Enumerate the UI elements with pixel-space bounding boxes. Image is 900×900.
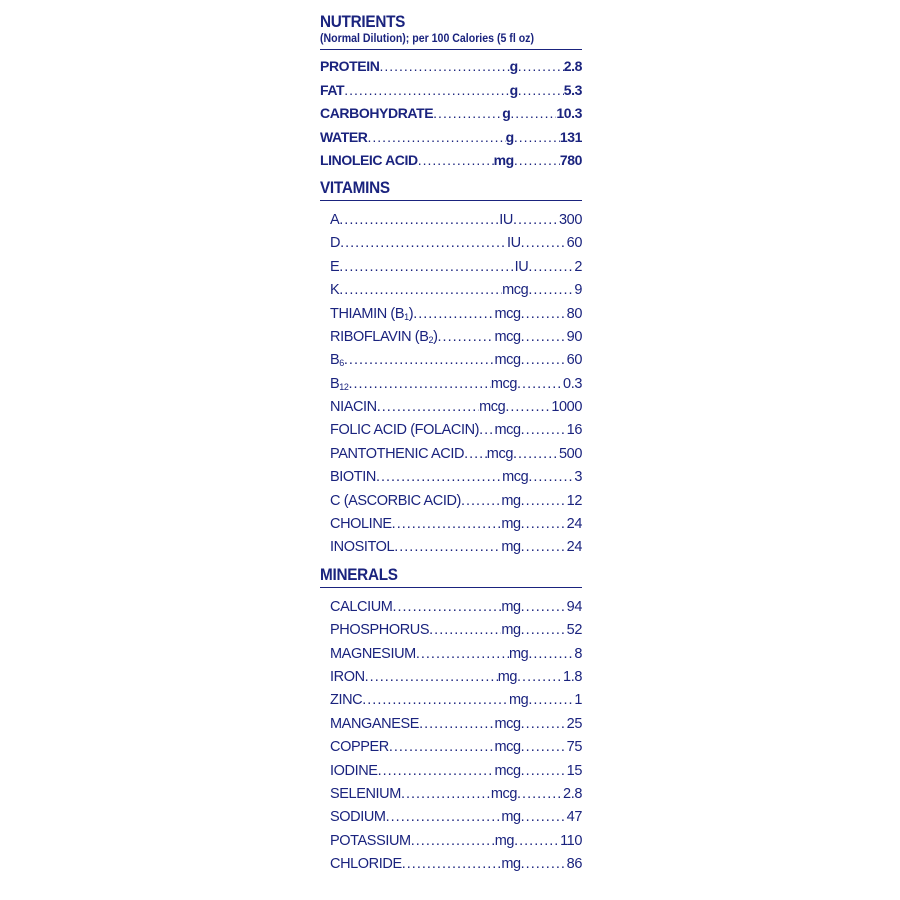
vitamins-row bbox=[320, 326, 582, 349]
nutrient-name: B bbox=[330, 375, 340, 392]
nutrient-name-end: ) bbox=[433, 328, 438, 345]
nutrient-name: CALCIUM bbox=[330, 598, 393, 615]
dot-leader bbox=[517, 666, 563, 689]
dot-leader bbox=[521, 326, 567, 349]
vitamins-row bbox=[320, 349, 582, 372]
nutrient-name: NIACIN bbox=[330, 399, 377, 416]
nutrient-value: 2.8 bbox=[563, 58, 582, 74]
nutrient-value: 94 bbox=[566, 598, 582, 615]
minerals-row bbox=[320, 806, 582, 829]
vitamins-row bbox=[320, 466, 582, 489]
nutrient-label bbox=[330, 643, 416, 666]
dot-leader bbox=[505, 396, 551, 419]
dot-leader bbox=[528, 643, 574, 666]
nutrient-unit: mg bbox=[501, 856, 521, 873]
dot-leader bbox=[521, 736, 567, 759]
nutrient-value: 780 bbox=[559, 152, 582, 169]
minerals-row bbox=[320, 666, 582, 689]
nutrient-value: 1.8 bbox=[563, 669, 582, 685]
nutrient-name: BIOTIN bbox=[330, 469, 376, 486]
dot-leader bbox=[340, 232, 507, 255]
dot-leader bbox=[339, 256, 514, 279]
dot-leader bbox=[389, 736, 495, 759]
dot-leader bbox=[379, 55, 509, 79]
nutrient-value: 0.3 bbox=[563, 375, 582, 392]
nutrient-unit: mcg bbox=[494, 328, 521, 345]
nutrient-name: FOLIC ACID (FOLACIN) bbox=[330, 422, 480, 439]
dot-leader bbox=[461, 490, 501, 513]
dot-leader bbox=[392, 513, 502, 536]
nutrient-name: CHLORIDE bbox=[330, 856, 402, 873]
nutrient-unit: mcg bbox=[486, 445, 513, 462]
nutrient-value: 1 bbox=[574, 692, 582, 709]
nutrient-value: 47 bbox=[566, 809, 582, 826]
nutrient-label bbox=[330, 596, 392, 619]
nutrient-unit: mg bbox=[493, 152, 514, 169]
nutrient-name: IRON bbox=[330, 669, 365, 685]
nutrient-unit: mcg bbox=[494, 422, 521, 439]
nutrient-unit: mg bbox=[508, 692, 529, 709]
nutrient-value: 131 bbox=[559, 128, 582, 145]
nutrient-label bbox=[330, 373, 349, 396]
nutrient-name: E bbox=[330, 258, 340, 275]
dot-leader bbox=[517, 373, 563, 396]
nutrient-unit: mcg bbox=[494, 762, 521, 779]
nutrient-subscript: 2 bbox=[428, 334, 434, 345]
nutrient-value: 90 bbox=[566, 328, 582, 345]
nutrient-value: 12 bbox=[566, 492, 582, 509]
nutrient-value: 75 bbox=[566, 739, 582, 756]
nutrient-label bbox=[320, 149, 418, 173]
nutrient-label bbox=[330, 536, 394, 559]
nutrient-subscript: 12 bbox=[339, 381, 349, 392]
minerals-row bbox=[320, 760, 582, 783]
vitamins-list bbox=[320, 209, 582, 560]
nutrient-name: SODIUM bbox=[330, 809, 386, 826]
minerals-row bbox=[320, 783, 582, 806]
nutrient-value: 60 bbox=[566, 235, 582, 252]
dot-leader bbox=[513, 443, 559, 466]
minerals-row bbox=[320, 689, 582, 712]
dot-leader bbox=[365, 666, 498, 689]
nutrient-name: LINOLEIC ACID bbox=[320, 152, 418, 169]
dot-leader bbox=[413, 303, 494, 326]
nutrient-unit: g bbox=[505, 128, 514, 145]
nutrient-unit: mg bbox=[501, 598, 521, 615]
dot-leader bbox=[362, 689, 509, 712]
vitamins-row bbox=[320, 373, 582, 396]
nutrient-unit: mcg bbox=[502, 469, 529, 486]
nutrient-value: 86 bbox=[566, 856, 582, 873]
nutrient-name: CHOLINE bbox=[330, 516, 392, 533]
nutrient-label bbox=[330, 783, 401, 806]
nutrient-unit: IU bbox=[499, 211, 513, 228]
vitamins-row bbox=[320, 536, 582, 559]
vitamins-heading: VITAMINS bbox=[320, 177, 390, 197]
nutrient-name: PANTOTHENIC ACID bbox=[330, 445, 465, 462]
nutrient-unit: mg bbox=[494, 832, 515, 849]
nutrient-name: CARBOHYDRATE bbox=[320, 105, 434, 122]
dot-leader bbox=[521, 713, 567, 736]
nutrient-label bbox=[320, 55, 379, 79]
nutrient-unit: mg bbox=[497, 669, 518, 685]
minerals-rule bbox=[320, 587, 582, 588]
dot-leader bbox=[521, 536, 567, 559]
dot-leader bbox=[344, 79, 509, 103]
nutrient-unit: mcg bbox=[479, 399, 506, 416]
dot-leader bbox=[368, 126, 506, 150]
vitamins-row bbox=[320, 443, 582, 466]
dot-leader bbox=[394, 536, 501, 559]
dot-leader bbox=[378, 760, 495, 783]
dot-leader bbox=[521, 303, 567, 326]
nutrient-label bbox=[330, 396, 377, 419]
dot-leader bbox=[392, 596, 501, 619]
nutrient-label bbox=[330, 326, 438, 349]
dot-leader bbox=[514, 126, 560, 150]
dot-leader bbox=[376, 466, 502, 489]
dot-leader bbox=[339, 209, 499, 232]
nutrient-label bbox=[330, 349, 344, 372]
nutrient-label bbox=[330, 443, 464, 466]
dot-leader bbox=[411, 830, 495, 853]
dot-leader bbox=[514, 830, 560, 853]
dot-leader bbox=[344, 349, 495, 372]
nutrient-name: K bbox=[330, 282, 340, 299]
nutrients-list bbox=[320, 55, 582, 173]
dot-leader bbox=[521, 232, 567, 255]
nutrient-label bbox=[330, 209, 339, 232]
nutrient-label bbox=[330, 232, 340, 255]
nutrients-row bbox=[320, 126, 582, 150]
dot-leader bbox=[528, 689, 574, 712]
dot-leader bbox=[521, 349, 567, 372]
dot-leader bbox=[528, 256, 574, 279]
nutrient-label bbox=[330, 513, 392, 536]
dot-leader bbox=[521, 619, 567, 642]
nutrient-label bbox=[330, 490, 461, 513]
nutrient-value: 15 bbox=[566, 762, 582, 779]
nutrient-name: IODINE bbox=[330, 762, 378, 779]
nutrient-value: 16 bbox=[566, 422, 582, 439]
vitamins-row bbox=[320, 513, 582, 536]
nutrient-label bbox=[330, 806, 386, 829]
nutrient-label bbox=[330, 256, 339, 279]
dot-leader bbox=[401, 783, 491, 806]
dot-leader bbox=[429, 619, 501, 642]
nutrient-unit: mg bbox=[501, 516, 521, 533]
nutrient-unit: mcg bbox=[494, 739, 521, 756]
nutrient-value: 5.3 bbox=[563, 81, 582, 98]
vitamins-row bbox=[320, 209, 582, 232]
nutrient-name: INOSITOL bbox=[330, 539, 395, 556]
nutrients-subheading: (Normal Dilution); per 100 Calories (5 fl oz) bbox=[320, 33, 534, 45]
nutrient-value: 3 bbox=[574, 469, 582, 486]
nutrient-name: MAGNESIUM bbox=[330, 645, 416, 662]
nutrient-name: SELENIUM bbox=[330, 785, 401, 802]
dot-leader bbox=[419, 713, 494, 736]
dot-leader bbox=[386, 806, 502, 829]
nutrient-label bbox=[330, 830, 411, 853]
dot-leader bbox=[377, 396, 479, 419]
nutrient-name: ZINC bbox=[330, 692, 363, 709]
nutrient-unit: g bbox=[509, 81, 518, 98]
dot-leader bbox=[510, 102, 556, 126]
nutrient-unit: mcg bbox=[490, 375, 518, 392]
nutrient-unit: IU bbox=[506, 235, 521, 252]
dot-leader bbox=[521, 490, 567, 513]
nutrient-label bbox=[330, 466, 376, 489]
nutrients-heading: NUTRIENTS bbox=[320, 12, 406, 31]
nutrient-unit: IU bbox=[514, 258, 529, 275]
nutrient-unit: mg bbox=[501, 809, 521, 826]
vitamins-row bbox=[320, 232, 582, 255]
nutrient-value: 9 bbox=[574, 282, 582, 299]
dot-leader bbox=[521, 419, 567, 442]
nutrient-unit: g bbox=[502, 105, 511, 122]
minerals-row bbox=[320, 713, 582, 736]
dot-leader bbox=[402, 853, 502, 876]
nutrient-label bbox=[330, 853, 402, 876]
nutrient-value: 25 bbox=[566, 715, 582, 732]
vitamins-rule bbox=[320, 200, 582, 201]
dot-leader bbox=[528, 279, 574, 302]
nutrient-value: 52 bbox=[566, 622, 582, 639]
nutrient-unit: mg bbox=[501, 492, 521, 509]
nutrient-value: 80 bbox=[566, 305, 582, 322]
nutrient-name: B bbox=[330, 352, 340, 369]
nutrient-unit: mcg bbox=[494, 352, 521, 369]
dot-leader bbox=[416, 643, 509, 666]
nutrient-name-end: ) bbox=[408, 305, 414, 322]
nutrient-name: POTASSIUM bbox=[330, 832, 411, 849]
nutrient-label bbox=[320, 79, 344, 103]
dot-leader bbox=[518, 55, 564, 79]
minerals-row bbox=[320, 830, 582, 853]
nutrient-unit: mg bbox=[501, 539, 521, 556]
dot-leader bbox=[513, 209, 559, 232]
nutrient-name: PROTEIN bbox=[320, 58, 380, 74]
nutrient-label bbox=[330, 419, 479, 442]
nutrients-rule bbox=[320, 49, 582, 50]
dot-leader bbox=[433, 102, 502, 126]
vitamins-row bbox=[320, 279, 582, 302]
nutrient-label bbox=[330, 736, 389, 759]
nutrient-name: COPPER bbox=[330, 739, 389, 756]
nutrient-value: 24 bbox=[566, 539, 582, 556]
dot-leader bbox=[521, 760, 567, 783]
nutrient-value: 2 bbox=[574, 258, 582, 275]
nutrient-unit: mg bbox=[501, 622, 521, 639]
minerals-row bbox=[320, 643, 582, 666]
nutrient-value: 60 bbox=[566, 352, 582, 369]
minerals-row bbox=[320, 619, 582, 642]
minerals-row bbox=[320, 853, 582, 876]
nutrient-name: RIBOFLAVIN (B bbox=[330, 328, 429, 345]
nutrient-subscript: 1 bbox=[404, 311, 409, 322]
minerals-heading: MINERALS bbox=[320, 564, 398, 584]
dot-leader bbox=[517, 783, 563, 806]
nutrient-subscript: 6 bbox=[339, 358, 344, 369]
nutrient-label bbox=[330, 689, 362, 712]
nutrient-name: PHOSPHORUS bbox=[330, 622, 430, 639]
nutrients-row bbox=[320, 102, 582, 126]
nutrient-name: FAT bbox=[320, 81, 345, 98]
nutrient-label bbox=[330, 713, 419, 736]
dot-leader bbox=[349, 373, 491, 396]
vitamins-row bbox=[320, 256, 582, 279]
nutrient-unit: g bbox=[509, 58, 518, 74]
nutrient-label bbox=[320, 102, 433, 126]
nutrient-value: 110 bbox=[560, 832, 582, 849]
nutrition-panel bbox=[320, 12, 582, 877]
nutrient-name: D bbox=[330, 235, 341, 252]
nutrients-row bbox=[320, 55, 582, 79]
nutrient-name: WATER bbox=[320, 128, 368, 145]
nutrient-label bbox=[330, 303, 413, 326]
nutrient-value: 10.3 bbox=[556, 105, 582, 122]
nutrient-label bbox=[320, 126, 368, 150]
nutrient-value: 8 bbox=[574, 645, 582, 662]
dot-leader bbox=[521, 513, 567, 536]
nutrient-unit: mcg bbox=[490, 785, 518, 802]
dot-leader bbox=[438, 326, 495, 349]
vitamins-row bbox=[320, 419, 582, 442]
nutrient-value: 2.8 bbox=[563, 785, 582, 802]
dot-leader bbox=[521, 596, 567, 619]
dot-leader bbox=[518, 79, 564, 103]
vitamins-row bbox=[320, 396, 582, 419]
nutrient-value: 1000 bbox=[551, 399, 582, 416]
dot-leader bbox=[521, 853, 567, 876]
nutrient-unit: mcg bbox=[502, 282, 529, 299]
nutrient-value: 24 bbox=[566, 516, 582, 533]
nutrient-name: A bbox=[330, 211, 340, 228]
nutrient-label bbox=[330, 666, 365, 689]
nutrient-value: 300 bbox=[559, 211, 582, 228]
dot-leader bbox=[521, 806, 567, 829]
nutrients-row bbox=[320, 149, 582, 173]
nutrient-label bbox=[330, 279, 339, 302]
dot-leader bbox=[418, 149, 494, 173]
dot-leader bbox=[514, 149, 560, 173]
dot-leader bbox=[464, 443, 487, 466]
vitamins-row bbox=[320, 490, 582, 513]
dot-leader bbox=[339, 279, 502, 302]
minerals-list bbox=[320, 596, 582, 877]
nutrient-label bbox=[330, 619, 429, 642]
nutrient-label bbox=[330, 760, 378, 783]
nutrient-name: MANGANESE bbox=[330, 715, 420, 732]
vitamins-row bbox=[320, 303, 582, 326]
nutrient-value: 500 bbox=[559, 445, 582, 462]
nutrient-unit: mcg bbox=[494, 305, 521, 322]
nutrient-unit: mcg bbox=[494, 715, 521, 732]
minerals-row bbox=[320, 736, 582, 759]
nutrients-row bbox=[320, 79, 582, 103]
nutrient-unit: mg bbox=[508, 645, 529, 662]
dot-leader bbox=[528, 466, 574, 489]
minerals-row bbox=[320, 596, 582, 619]
nutrient-name: THIAMIN (B bbox=[330, 305, 405, 322]
dot-leader bbox=[479, 419, 494, 442]
nutrient-name: C (ASCORBIC ACID) bbox=[330, 492, 461, 509]
